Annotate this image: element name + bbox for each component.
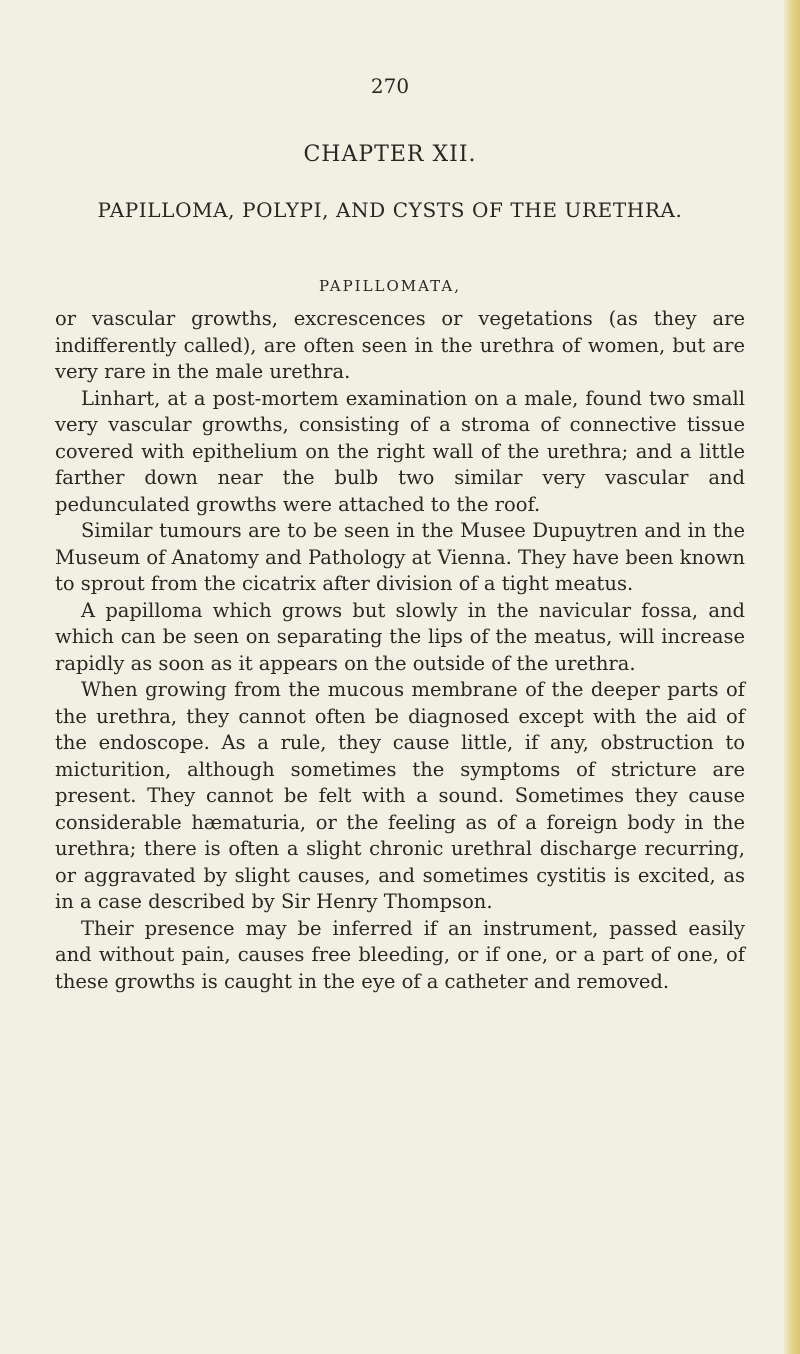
paragraph: When growing from the mucous membrane of the deeper parts of the urethra, they cannot often be diagnosed except with the aid of the endoscope. As a rule, they cause little, if any, obstruction to micturition, although sometimes the symptoms of stricture are present. They cannot be felt with a sound. Sometimes they cause considerable hæmaturia, or the feeling as of a foreign body in the urethra; there is often a slight chronic urethral discharge recurring, or aggravated by slight causes, and sometimes cystitis is excited, as in a case described by Sir Henry Thompson. — [55, 678, 745, 913]
paragraph: Linhart, at a post-mortem examination on a male, found two small very vascular growths, consisting of a stroma of connective tissue covered with epithelium on the right wall of the urethra; and a little farther down near the bulb two similar very vascular and pedunculated growths were attached to the roof. — [55, 386, 745, 516]
section-heading: PAPILLOMATA, — [319, 277, 461, 295]
page-number: 270 — [370, 74, 410, 98]
chapter-heading: CHAPTER XII. — [303, 142, 477, 167]
paragraph: Their presence may be inferred if an instrument, passed easily and without pain, causes free bleeding, or if one, or a part of one, of these growths is caught in the eye of a catheter and removed. — [55, 916, 745, 993]
body-text — [55, 306, 745, 995]
paragraph: or vascular growths, excrescences or vegetations (as they are indifferently called), are often seen in the urethra of women, but are very rare in the male urethra. — [55, 307, 745, 383]
paragraph: Similar tumours are to be seen in the Musee Dupuytren and in the Museum of Anatomy and Pathology at Vienna. They have been known to sprout from the cicatrix after division of a tight meatus. — [55, 519, 745, 595]
page-edge — [784, 0, 800, 1354]
chapter-title: PAPILLOMA, POLYPI, AND CYSTS OF THE URETHRA. — [97, 198, 683, 222]
paragraph: A papilloma which grows but slowly in the navicular fossa, and which can be seen on separating the lips of the meatus, will increase rapidly as soon as it appears on the outside of the urethra. — [55, 598, 745, 675]
